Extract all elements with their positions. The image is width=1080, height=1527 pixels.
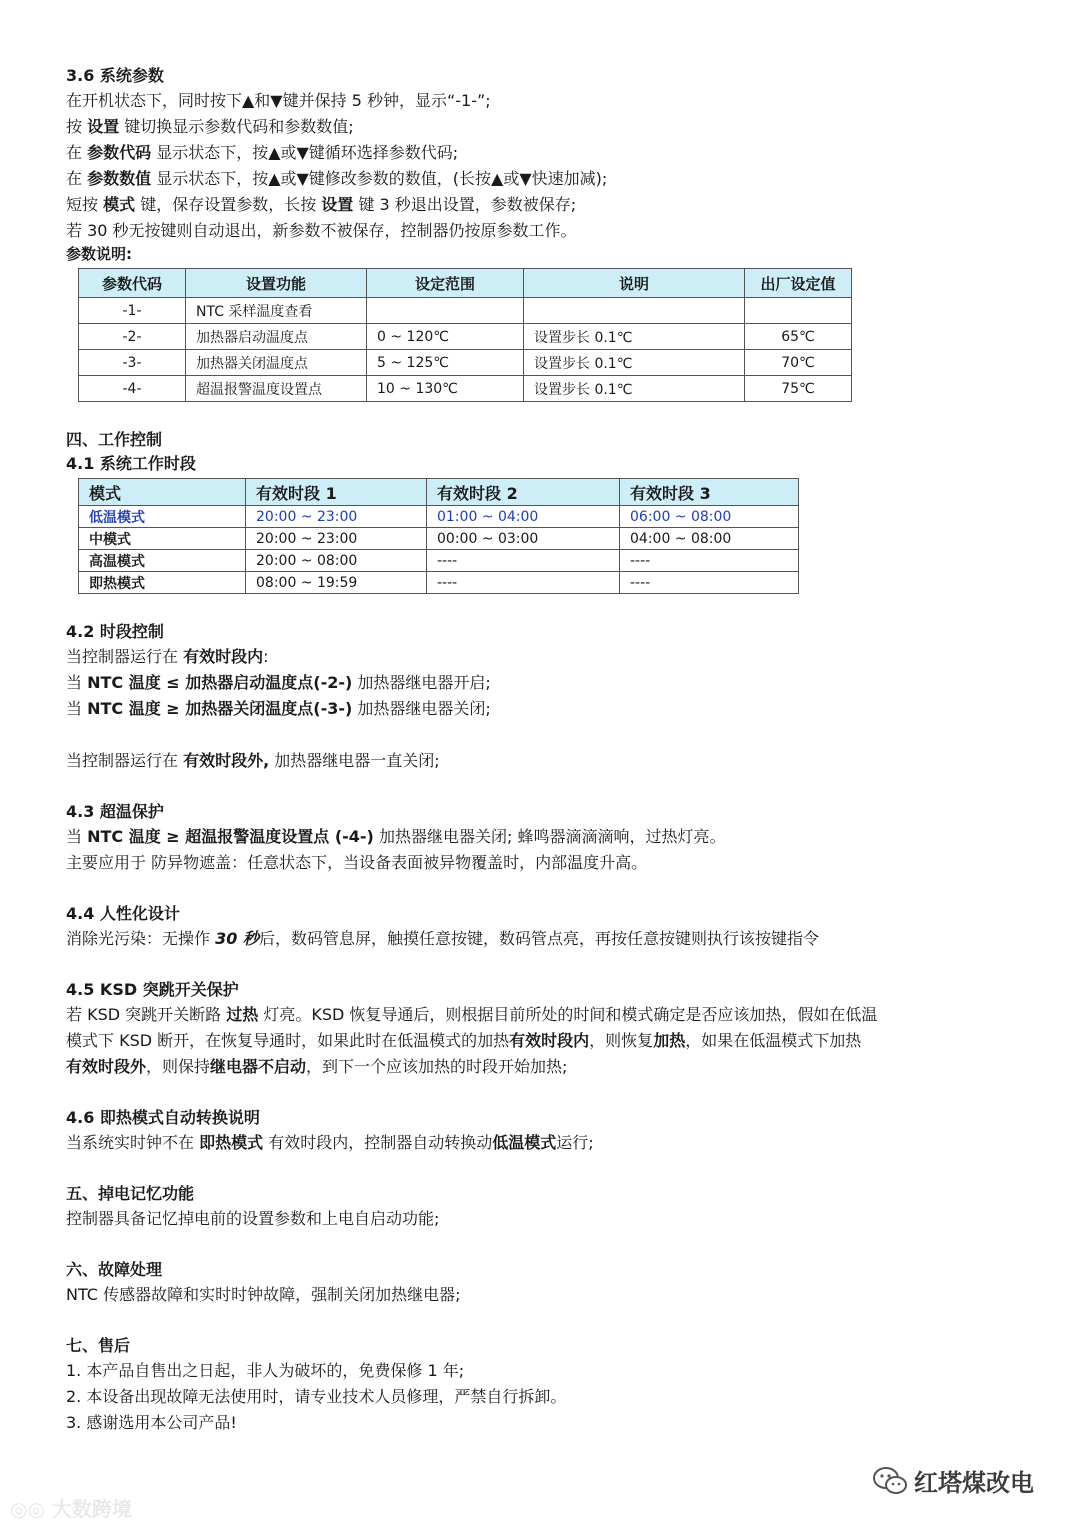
table-header-cell: 设置功能 (186, 269, 367, 298)
table-cell: NTC 采样温度查看 (186, 298, 367, 324)
table-header-cell: 有效时段 3 (620, 479, 799, 506)
table-cell: 70℃ (745, 350, 852, 376)
fault-line: NTC 传感器故障和实时时钟故障，强制关闭加热继电器; (66, 1285, 461, 1304)
table-header-cell: 设定范围 (367, 269, 524, 298)
table-cell: -4- (79, 376, 186, 402)
section-3-6-title: 3.6 系统参数 (66, 66, 164, 85)
table-cell: 20:00 ~ 08:00 (246, 550, 427, 572)
table-header-cell: 出厂设定值 (745, 269, 852, 298)
table-header-cell: 说明 (524, 269, 745, 298)
table-row (79, 550, 799, 572)
section-6-title: 六、故障处理 (66, 1260, 163, 1279)
table-cell: ---- (620, 550, 799, 572)
table-cell: 低温模式 (79, 506, 246, 528)
control-line: 当 NTC 温度 ≥ 加热器关闭温度点(-3-) 加热器继电器关闭; (66, 699, 491, 718)
table-row (79, 298, 852, 324)
table-cell: 75℃ (745, 376, 852, 402)
table-cell: 0 ~ 120℃ (367, 324, 524, 350)
table-cell (367, 298, 524, 324)
table-header-cell: 模式 (79, 479, 246, 506)
table-header-cell: 有效时段 1 (246, 479, 427, 506)
parameter-table (78, 268, 852, 402)
table-cell: 设置步长 0.1℃ (524, 324, 745, 350)
table-cell: 04:00 ~ 08:00 (620, 528, 799, 550)
section-4-4-title: 4.4 人性化设计 (66, 904, 180, 923)
work-period-table (78, 478, 799, 594)
table-cell: 设置步长 0.1℃ (524, 350, 745, 376)
watermark-icon: ◎◎ (10, 1497, 52, 1521)
after-sales-item: 2. 本设备出现故障无法使用时，请专业技术人员修理，严禁自行拆卸。 (66, 1387, 567, 1406)
section-4-1-title: 4.1 系统工作时段 (66, 454, 196, 473)
section-7-title: 七、售后 (66, 1336, 131, 1355)
table-cell: 10 ~ 130℃ (367, 376, 524, 402)
ksd-paragraph-line: 有效时段外，则保持继电器不启动，到下一个应该加热的时段开始加热; (66, 1057, 568, 1076)
table-cell: 08:00 ~ 19:59 (246, 572, 427, 594)
table-cell: 中模式 (79, 528, 246, 550)
instruction-line: 短按 模式 键，保存设置参数，长按 设置 键 3 秒退出设置，参数被保存; (66, 195, 577, 214)
table-cell: 设置步长 0.1℃ (524, 376, 745, 402)
table-cell: 65℃ (745, 324, 852, 350)
table-cell: 01:00 ~ 04:00 (427, 506, 620, 528)
table-row (79, 376, 852, 402)
after-sales-item: 3. 感谢选用本公司产品! (66, 1413, 237, 1432)
table-header-row (79, 479, 799, 506)
table-cell: 5 ~ 125℃ (367, 350, 524, 376)
table-header-row (79, 269, 852, 298)
auto-switch-line: 当系统实时钟不在 即热模式 有效时段内，控制器自动转换动低温模式运行; (66, 1133, 594, 1152)
protection-line: 主要应用于 防异物遮盖：任意状态下，当设备表面被异物覆盖时，内部温度升高。 (66, 853, 648, 872)
table-cell (745, 298, 852, 324)
memory-line: 控制器具备记忆掉电前的设置参数和上电自启动功能; (66, 1209, 440, 1228)
instruction-line: 按 设置 键切换显示参数代码和参数数值; (66, 117, 354, 136)
table-cell: ---- (620, 572, 799, 594)
section-4-6-title: 4.6 即热模式自动转换说明 (66, 1108, 260, 1127)
table-cell: 20:00 ~ 23:00 (246, 528, 427, 550)
table-header-cell: 有效时段 2 (427, 479, 620, 506)
ksd-paragraph-line: 若 KSD 突跳开关断路 过热 灯亮。KSD 恢复导通后，则根据目前所处的时间和模式确定是否应该加热，假如在低温 (66, 1005, 878, 1024)
table-cell: 20:00 ~ 23:00 (246, 506, 427, 528)
table-cell: 即热模式 (79, 572, 246, 594)
table-cell: 加热器启动温度点 (186, 324, 367, 350)
table-row (79, 324, 852, 350)
table-cell (524, 298, 745, 324)
control-line: 当控制器运行在 有效时段内: (66, 647, 269, 666)
control-line: 当控制器运行在 有效时段外, 加热器继电器一直关闭; (66, 751, 440, 770)
control-line: 当 NTC 温度 ≤ 加热器启动温度点(-2-) 加热器继电器开启; (66, 673, 491, 692)
table-row (79, 572, 799, 594)
table-cell: -1- (79, 298, 186, 324)
table-row (79, 528, 799, 550)
table-row (79, 350, 852, 376)
table-cell: ---- (427, 550, 620, 572)
table-cell: 加热器关闭温度点 (186, 350, 367, 376)
table-cell: 高温模式 (79, 550, 246, 572)
section-4-5-title: 4.5 KSD 突跳开关保护 (66, 980, 239, 999)
instruction-line: 在开机状态下，同时按下▲和▼键并保持 5 秒钟，显示“-1-”; (66, 91, 491, 110)
table-cell: -2- (79, 324, 186, 350)
instruction-line: 若 30 秒无按键则自动退出，新参数不被保存，控制器仍按原参数工作。 (66, 221, 577, 240)
table-cell: 00:00 ~ 03:00 (427, 528, 620, 550)
section-4-2-title: 4.2 时段控制 (66, 622, 164, 641)
section-4-3-title: 4.3 超温保护 (66, 802, 164, 821)
section-5-title: 五、掉电记忆功能 (66, 1184, 195, 1203)
table-header-cell: 参数代码 (79, 269, 186, 298)
table-row (79, 506, 799, 528)
after-sales-item: 1. 本产品自售出之日起，非人为破坏的，免费保修 1 年; (66, 1361, 465, 1380)
ksd-paragraph-line: 模式下 KSD 断开，在恢复导通时，如果此时在低温模式的加热有效时段内，则恢复加热，如果在低温模式下加热 (66, 1031, 862, 1050)
table-cell: -3- (79, 350, 186, 376)
instruction-line: 在 参数数值 显示状态下，按▲或▼键修改参数的数值，(长按▲或▼快速加减); (66, 169, 608, 188)
table-cell: ---- (427, 572, 620, 594)
document-content (66, 64, 1026, 1436)
wechat-icon (872, 1466, 908, 1496)
watermark-right: 红塔煤改电 (872, 1463, 1034, 1498)
section-4-title: 四、工作控制 (66, 430, 163, 449)
instruction-line: 在 参数代码 显示状态下，按▲或▼键循环选择参数代码; (66, 143, 459, 162)
design-line: 消除光污染：无操作 30 秒后，数码管息屏，触摸任意按键，数码管点亮，再按任意按键则执行该按键指令 (66, 929, 819, 948)
table-cell: 06:00 ~ 08:00 (620, 506, 799, 528)
protection-line: 当 NTC 温度 ≥ 超温报警温度设置点 (-4-) 加热器继电器关闭; 蜂鸣器滴滴滴响，过热灯亮。 (66, 827, 726, 846)
watermark-left: ◎◎ 大数跨境 (10, 1497, 132, 1521)
param-label: 参数说明: (66, 245, 132, 263)
table-cell: 超温报警温度设置点 (186, 376, 367, 402)
